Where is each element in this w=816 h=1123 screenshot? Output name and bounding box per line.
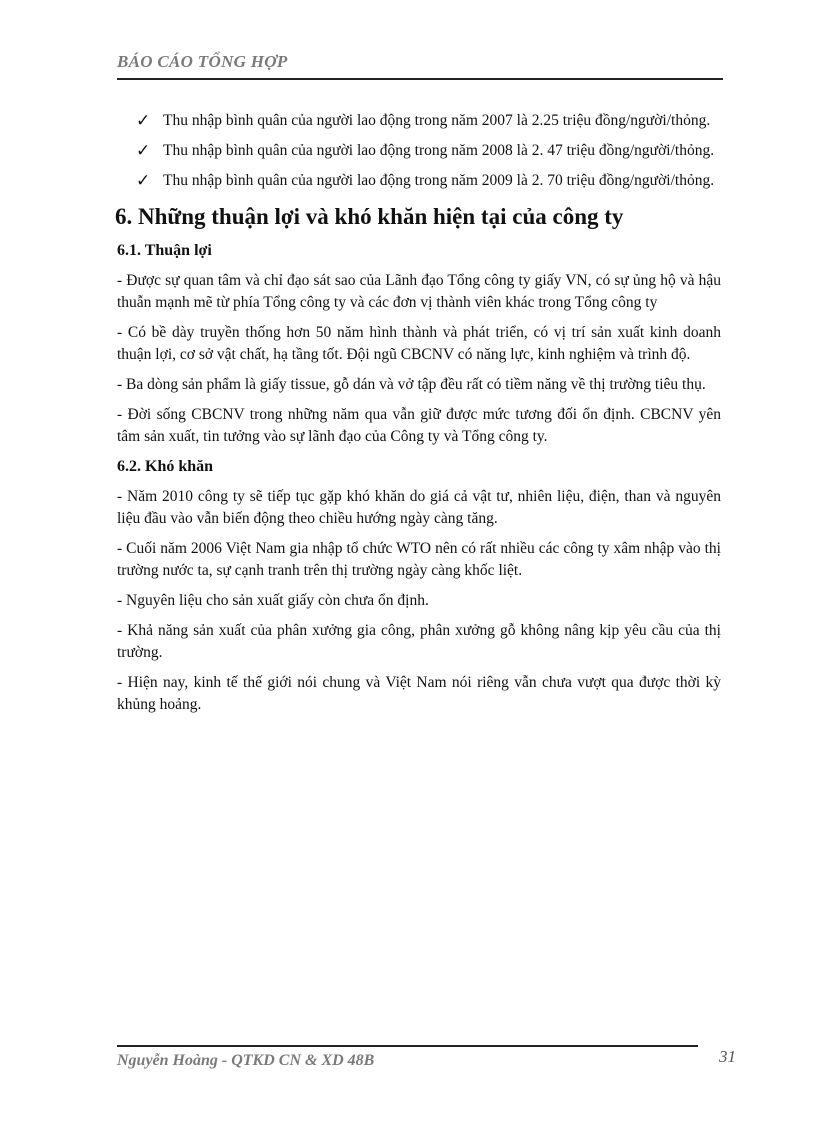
section-heading: 6. Những thuận lợi và khó khăn hiện tại của công ty — [115, 204, 624, 229]
income-bullet-2007 — [117, 110, 721, 132]
checkmark-icon: ✓ — [136, 111, 151, 131]
bullet-text: Thu nhập bình quân của người lao động trong năm 2007 là 2.25 triệu đồng/người/thỏng. — [163, 112, 711, 129]
checkmark-icon: ✓ — [136, 171, 151, 191]
income-bullet-2008 — [117, 140, 721, 162]
checkmark-icon: ✓ — [136, 141, 151, 161]
footer-author: Nguyễn Hoàng - QTKD CN & XD 48B — [117, 1052, 375, 1069]
advantage-paragraph: - Đời sống CBCNV trong những năm qua vẫn giữ được mức tương đối ổn định. CBCNV yên tâm sản xuất, tin tưởng vào sự lãnh đạo của Công ty và Tổng công ty. — [117, 406, 721, 445]
bullet-text: Thu nhập bình quân của người lao động trong năm 2009 là 2. 70 triệu đồng/người/thỏng. — [163, 172, 715, 189]
header-title: BÁO CÁO TỔNG HỢP — [117, 52, 288, 71]
advantage-paragraph: - Được sự quan tâm và chỉ đạo sát sao của Lãnh đạo Tổng công ty giấy VN, có sự ủng hộ và hậu thuẫn mạnh mẽ từ phía Tổng công ty và các đơn vị thành viên khác trong Tổng công ty — [117, 272, 721, 311]
difficulties-heading: 6.2. Khó khăn — [117, 458, 214, 475]
page-content — [117, 110, 721, 724]
difficulty-paragraph: - Năm 2010 công ty sẽ tiếp tục gặp khó khăn do giá cả vật tư, nhiên liệu, điện, than và nguyên liệu đầu vào vẫn biến động theo chiều hướng ngày càng tăng. — [117, 488, 721, 527]
footer-divider — [117, 1045, 698, 1047]
difficulty-paragraph: - Cuối năm 2006 Việt Nam gia nhập tổ chức WTO nên có rất nhiều các công ty xâm nhập vào thị trường nước ta, sự cạnh tranh trên thị trường ngày càng khốc liệt. — [117, 540, 721, 579]
page-header — [117, 52, 723, 80]
difficulty-paragraph: - Hiện nay, kinh tế thế giới nói chung và Việt Nam nói riêng vẫn chưa vượt qua được thời kỳ khủng hoảng. — [117, 674, 721, 713]
advantage-paragraph: - Có bề dày truyền thống hơn 50 năm hình thành và phát triển, có vị trí sản xuất kinh doanh thuận lợi, cơ sở vật chất, hạ tầng tốt. Đội ngũ CBCNV có năng lực, kinh nghiệm và trình độ. — [117, 324, 721, 363]
advantages-heading: 6.1. Thuận lợi — [117, 242, 212, 259]
difficulty-paragraph: - Khả năng sản xuất của phân xưởng gia công, phân xưởng gỗ không nâng kịp yêu cầu của thị trường. — [117, 622, 721, 661]
income-bullet-2009 — [117, 170, 721, 192]
bullet-text: Thu nhập bình quân của người lao động trong năm 2008 là 2. 47 triệu đồng/người/thỏng. — [163, 142, 715, 159]
advantage-paragraph: - Ba dòng sản phẩm là giấy tissue, gỗ dán và vở tập đều rất có tiềm năng về thị trường tiêu thụ. — [117, 376, 706, 393]
difficulty-paragraph: - Nguyên liệu cho sản xuất giấy còn chưa ổn định. — [117, 592, 429, 609]
page-number: 31 — [719, 1047, 736, 1066]
